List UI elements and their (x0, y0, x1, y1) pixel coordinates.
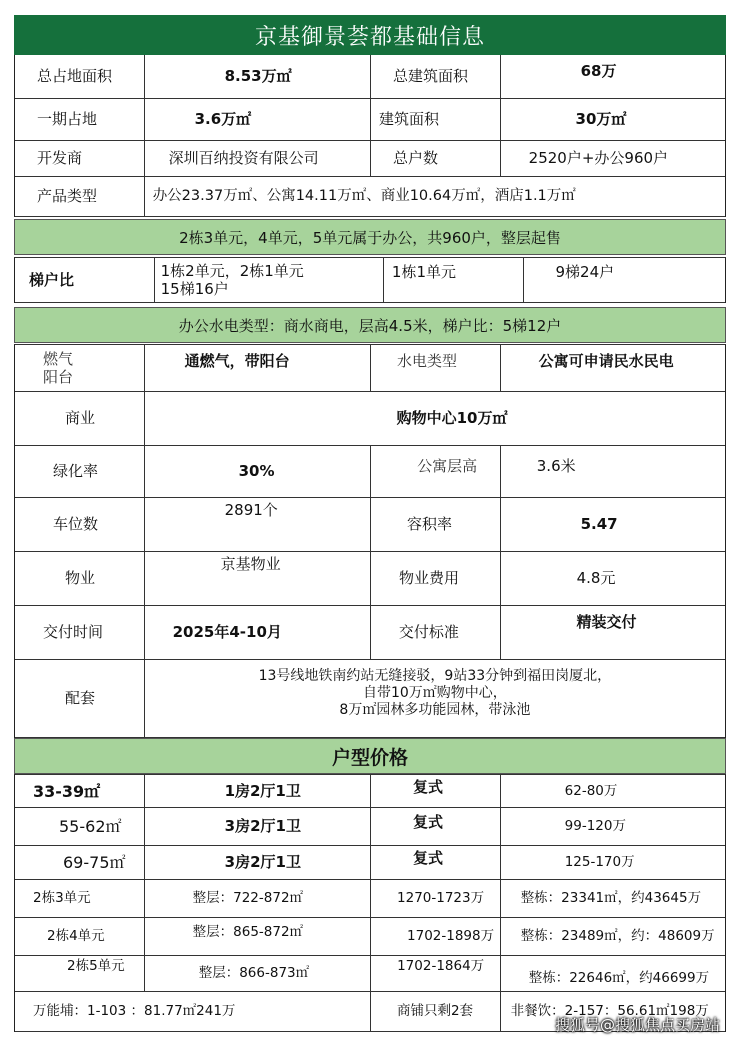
unit-size: 33-39㎡ (15, 775, 145, 808)
info-row-property (14, 552, 726, 606)
office-unit: 2栋3单元 (15, 880, 145, 918)
label-property: 物业 (15, 552, 145, 606)
label-delivery-standard: 交付标准 (371, 606, 501, 660)
ladder-line-1: 1栋2单元，2栋1单元 (160, 262, 304, 280)
info-row-parking (14, 498, 726, 552)
amenities-line-1: 13号线地铁南约站无缝接驳，9站33分钟到福田岗厦北， (258, 668, 612, 684)
value-plot-ratio: 5.47 (501, 498, 725, 552)
value-apartment-height: 3.6米 (501, 446, 725, 498)
price-section-title: 户型价格 (14, 738, 726, 774)
info-row-ladder (14, 257, 726, 303)
label-gas: 燃气 (43, 350, 74, 368)
office-floor-price: 1270-1723万 (371, 880, 501, 918)
ladder-line-2: 15梯16户 (160, 280, 229, 298)
label-apartment-height: 公寓层高 (371, 446, 501, 498)
info-row-gas (14, 344, 726, 392)
value-commerce: 购物中心10万㎡ (145, 392, 725, 446)
office-banner: 2栋3单元，4单元，5单元属于办公，共960户，整层起售 (14, 219, 726, 255)
office-floor-area: 整层：722-872㎡ (145, 880, 371, 918)
office-price-row (14, 956, 726, 992)
unit-size: 55-62㎡ (15, 808, 145, 846)
office-building-total: 整栋：23341㎡，约43645万 (501, 880, 725, 918)
value-households: 2520户+办公960户 (501, 141, 725, 177)
office-floor-price: 1702-1864万 (371, 956, 501, 992)
info-row-developer (14, 141, 726, 177)
office-unit: 2栋5单元 (15, 956, 145, 992)
shop-price-1: 万能埔：1-103 ：81.77㎡241万 (15, 992, 371, 1032)
value-greening: 30% (145, 446, 371, 498)
label-parking: 车位数 (15, 498, 145, 552)
label-households: 总户数 (371, 141, 501, 177)
watermark: 搜狐号@搜狐焦点买房站 (554, 1016, 720, 1034)
value-gas-balcony: 通燃气，带阳台 (145, 345, 371, 392)
unit-size: 69-75㎡ (15, 846, 145, 880)
unit-price: 125-170万 (501, 846, 725, 880)
label-greening: 绿化率 (15, 446, 145, 498)
shop-remaining: 商铺只剩2套 (371, 992, 501, 1032)
office-building-total: 整栋：22646㎡，约46699万 (501, 956, 725, 992)
amenities-line-2: 自带10万㎡购物中心， (362, 685, 507, 701)
office-building-total: 整栋：23489㎡，约：48609万 (501, 918, 725, 956)
office-floor-area: 整层：865-872㎡ (145, 918, 371, 956)
label-total-land: 总占地面积 (15, 55, 145, 99)
office-floor-price: 1702-1898万 (371, 918, 501, 956)
info-row-greening (14, 446, 726, 498)
label-product-type: 产品类型 (15, 177, 145, 217)
unit-layout: 1房2厅1卫 (145, 775, 371, 808)
unit-layout: 3房2厅1卫 (145, 846, 371, 880)
value-ladder-2: 1栋1单元 (384, 258, 524, 303)
info-row-phase1 (14, 99, 726, 141)
price-row (14, 846, 726, 880)
value-delivery-standard: 精装交付 (501, 606, 725, 660)
value-delivery-time: 2025年4-10月 (145, 606, 371, 660)
label-balcony: 阳台 (43, 368, 74, 386)
value-product-type: 办公23.37万㎡、公寓14.11万㎡、商业10.64万㎡，酒店1.1万㎡ (145, 177, 725, 217)
unit-type: 复式 (371, 775, 501, 808)
page-title: 京基御景荟都基础信息 (14, 15, 726, 55)
label-building-area: 建筑面积 (371, 99, 501, 141)
label-total-building: 总建筑面积 (371, 55, 501, 99)
unit-layout: 3房2厅1卫 (145, 808, 371, 846)
value-property: 京基物业 (145, 552, 371, 606)
office-price-row (14, 880, 726, 918)
office-price-row (14, 918, 726, 956)
office-unit: 2栋4单元 (15, 918, 145, 956)
label-developer: 开发商 (15, 141, 145, 177)
label-plot-ratio: 容积率 (371, 498, 501, 552)
label-amenities: 配套 (15, 660, 145, 738)
value-total-building: 68万 (501, 55, 725, 99)
amenities-line-3: 8万㎡园林多功能园林，带泳池 (339, 702, 531, 718)
label-utility-type: 水电类型 (371, 345, 501, 392)
info-row-amenities (14, 660, 726, 738)
value-developer: 深圳百纳投资有限公司 (145, 141, 371, 177)
label-gas-balcony (15, 345, 145, 392)
price-row (14, 774, 726, 808)
unit-type: 复式 (371, 846, 501, 880)
info-row-delivery (14, 606, 726, 660)
value-parking: 2891个 (145, 498, 371, 552)
label-commerce: 商业 (15, 392, 145, 446)
value-ladder-3: 9梯24户 (524, 258, 725, 303)
label-phase1-land: 一期占地 (15, 99, 145, 141)
value-utility-type: 公寓可申请民水民电 (501, 345, 725, 392)
label-property-fee: 物业费用 (371, 552, 501, 606)
value-total-land: 8.53万㎡ (145, 55, 371, 99)
value-phase1-land: 3.6万㎡ (145, 99, 371, 141)
value-building-area: 30万㎡ (501, 99, 725, 141)
shop-price-2: 非餐饮：2-157：56.61㎡198万 (501, 992, 725, 1032)
unit-price: 99-120万 (501, 808, 725, 846)
value-ladder-1 (155, 258, 384, 303)
unit-type: 复式 (371, 808, 501, 846)
value-property-fee: 4.8元 (501, 552, 725, 606)
office-floor-area: 整层：866-873㎡ (145, 956, 371, 992)
utility-banner: 办公水电类型：商水商电，层高4.5米，梯户比：5梯12户 (14, 307, 726, 343)
value-amenities (145, 660, 725, 738)
label-delivery-time: 交付时间 (15, 606, 145, 660)
label-ladder-ratio: 梯户比 (15, 258, 155, 303)
info-row-total-area (14, 55, 726, 99)
unit-price: 62-80万 (501, 775, 725, 808)
info-row-commerce (14, 392, 726, 446)
info-row-product-type (14, 177, 726, 217)
price-row (14, 808, 726, 846)
